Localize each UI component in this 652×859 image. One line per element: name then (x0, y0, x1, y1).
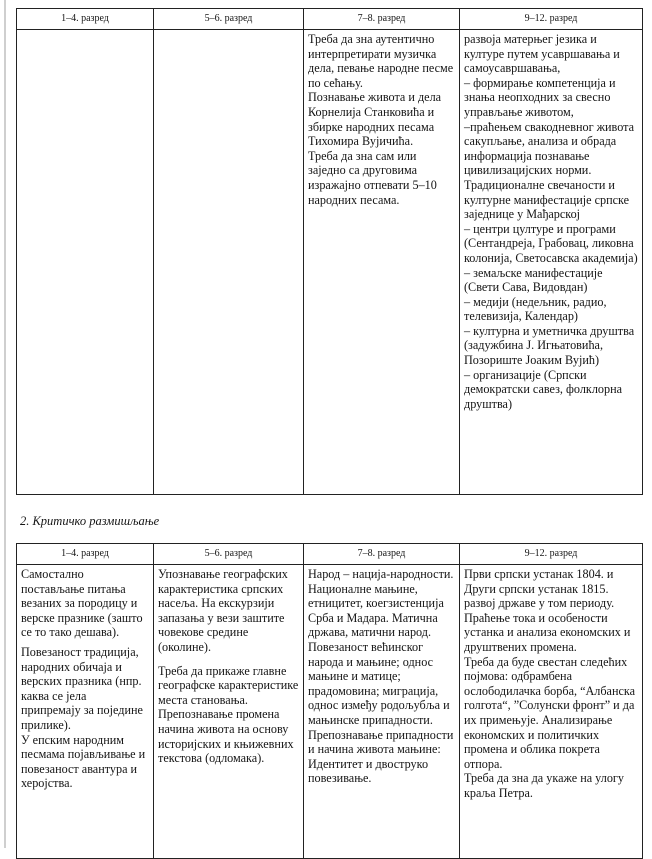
cell-grade-9-12 (460, 30, 643, 495)
paragraph: Препознавање промена начина живота на основу историјских и књижевних текстова (одломака). (158, 707, 294, 766)
paragraph: – културна и уметничка друштва (задужбина Ј. Игњатовића, Позориште Јоаким Вујић) (464, 323, 635, 368)
cell-grade-5-6 (154, 565, 304, 859)
paragraph: – формирање компетенција и знања неопходних за свесно управљање животом, (464, 75, 616, 119)
cell-grade-1-4 (17, 565, 154, 859)
paragraph: Традиционалне свечаности и културне манифестације српске заједнице у Мађарској (464, 177, 630, 222)
paragraph: –праћењем свакодневног живота сакупљање, анализа и обрада информација познавање цивилизацијских норми. (464, 119, 635, 178)
section-heading: 2. Критичко размишљање (20, 514, 160, 528)
curriculum-table-bottom (16, 543, 643, 859)
paragraph: Треба да зна аутентично интерпретирати музичка дела, певање народне песме по сећању. (308, 32, 454, 90)
scan-fold-shadow (4, 0, 6, 848)
paragraph: Треба да зна сам или заједно са друговима изражајно отпевати 5–10 народних песама. (308, 148, 437, 207)
paragraph: развоја матерњег језика и културе путем усавршавања и самоусавршавања, (464, 32, 620, 76)
header-grade-1-4: 1–4. разред (17, 544, 154, 565)
paragraph: Треба да зна да укаже на улогу краља Петра. (464, 771, 625, 800)
content-row (17, 30, 643, 495)
paragraph: Треба да прикаже главне географске карактеристике места становања. (158, 663, 299, 707)
header-grade-7-8: 7–8. разред (304, 9, 460, 30)
header-grade-1-4: 1–4. разред (17, 9, 154, 30)
header-row (17, 544, 643, 565)
paragraph: Самостално постављање питања везаних за породицу и верске празнике (зашто се то тако дешава). (21, 567, 143, 640)
curriculum-table-top (16, 8, 643, 495)
header-grade-9-12: 9–12. разред (460, 9, 643, 30)
paragraph: Познавање живота и дела Корнелија Станковића и збирке народних песама Тихомира Вујичића. (308, 90, 442, 149)
cell-grade-5-6 (154, 30, 304, 495)
paragraph: – организације (Српски демократски савез, фолклорна друштва) (464, 367, 623, 411)
paragraph: Упознавање географских карактеристика српских насеља. На екскурзији запазања у вези заштите човекове средине (околине). (158, 567, 288, 654)
paragraph: Народ – нација-народности. Националне мањине, етницитет, коегзистенција Срба и Мадара. Матична држава, матични народ. Повезаност већинског народа и мањине; однос мањине и матице; прадомовина; миграција, однос између родољубља и мањинске припадности. Препознавање припадности и начина живота мањине: Идентитет и двоструко повезивање. (308, 567, 454, 786)
paragraph: Треба да буде свестан следећих појмова: одбрамбена ослободилачка борба, “Албанска голгота“, ”Солунски фронт” и да их примењује. Анализирање економских и политичких промена и облика покрета отпора. (464, 654, 636, 771)
header-grade-9-12: 9–12. разред (460, 544, 643, 565)
paragraph: – земаљске манифестације (Свети Сава, Видовдан) (464, 265, 603, 295)
paragraph: Повезаност традиција, народних обичаја и верских празника (нпр. каква се јела припремају за поједине прилике). (21, 644, 143, 732)
header-grade-7-8: 7–8. разред (304, 544, 460, 565)
paragraph: Први српски устанак 1804. и Други српски устанак 1815. развој државе у том периоду. (464, 567, 615, 611)
paragraph: У епским народним песмама појављивање и повезаност авантура и херојства. (21, 732, 146, 791)
cell-grade-7-8 (304, 565, 460, 859)
cell-grade-9-12 (460, 565, 643, 859)
paragraph: – центри цултуре и програми (Сентандреја, Грабовац, ликовна колонија, Светосавска академија) (464, 221, 638, 265)
header-row (17, 9, 643, 30)
cell-grade-7-8 (304, 30, 460, 495)
paragraph: – медији (недељник, радио, телевизија, Календар) (464, 294, 607, 324)
header-grade-5-6: 5–6. разред (154, 9, 304, 30)
content-row (17, 565, 643, 859)
cell-grade-1-4 (17, 30, 154, 495)
paragraph: Праћење тока и особености устанка и анализа економских и друштвених промена. (464, 610, 631, 654)
header-grade-5-6: 5–6. разред (154, 544, 304, 565)
